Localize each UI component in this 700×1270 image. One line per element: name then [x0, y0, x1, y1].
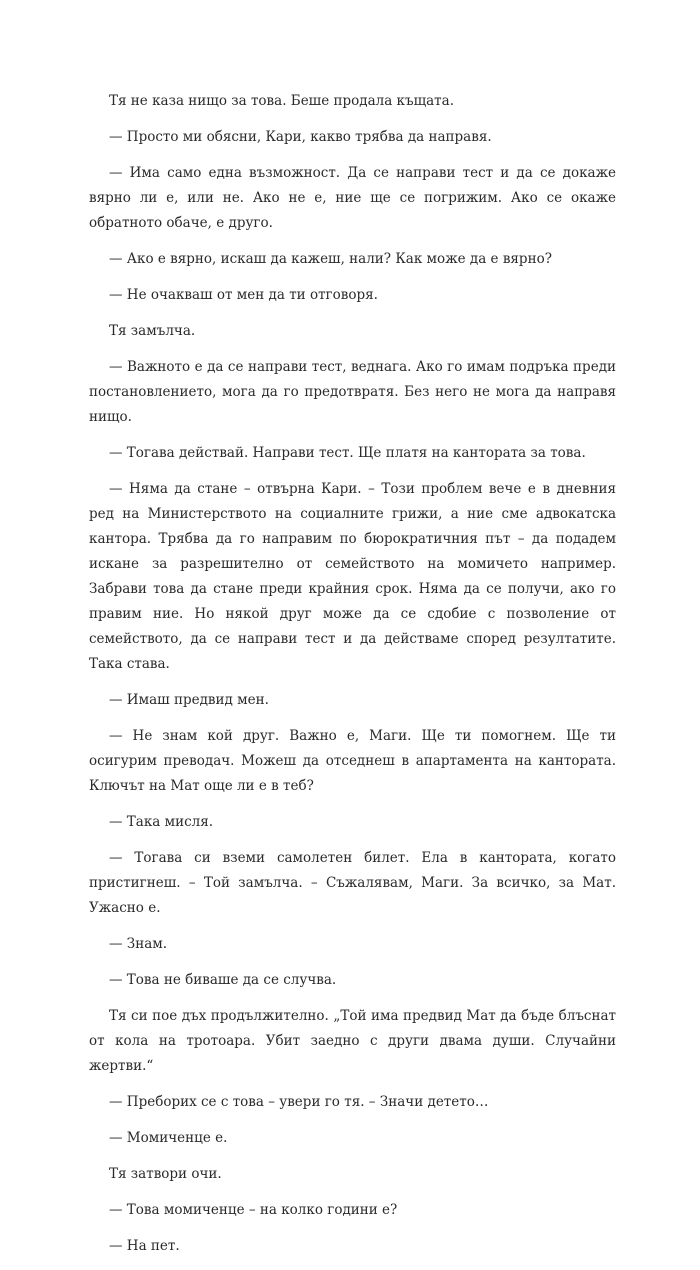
paragraph: Тя не каза нищо за това. Беше продала къщата. [109, 93, 454, 109]
text-body [89, 89, 616, 1270]
paragraph: — Просто ми обясни, Кари, какво трябва да направя. [109, 129, 492, 145]
paragraph: — Знам. [109, 936, 168, 952]
paragraph: Тя замълча. [109, 323, 196, 339]
paragraph: — Ако е вярно, искаш да кажеш, нали? Как може да е вярно? [109, 251, 552, 267]
paragraph: — Преборих се с това – увери го тя. – Значи детето… [109, 1094, 489, 1110]
paragraph: — Не очакваш от мен да ти отговоря. [109, 287, 378, 303]
paragraph: — Това не биваше да се случва. [109, 972, 337, 988]
paragraph: — Така мисля. [109, 814, 214, 830]
paragraph: — Има само една възможност. Да се направи тест и да се докаже вярно ли е, или не. Ако не е, ние ще се погрижим. Ако се окаже обратното обаче, е друго. [89, 165, 616, 231]
paragraph: — На пет. [109, 1238, 180, 1254]
paragraph: — Тогава си вземи самолетен билет. Ела в кантората, когато пристигнеш. – Той замълча. – Съжалявам, Маги. За всичко, за Мат. Ужасно е. [89, 850, 616, 916]
paragraph: — Момиченце е. [109, 1130, 228, 1146]
paragraph: — Не знам кой друг. Важно е, Маги. Ще ти помогнем. Ще ти осигурим преводач. Можеш да отседнеш в апартамента на кантората. Ключът на Мат още ли е в теб? [89, 728, 616, 794]
paragraph: — Това момиченце – на колко години е? [109, 1202, 398, 1218]
paragraph: Тя си пое дъх продължително. „Той има предвид Мат да бъде блъснат от кола на тротоара. Убит заедно с други двама души. Случайни жертви.“ [89, 1008, 616, 1074]
paragraph: — Имаш предвид мен. [109, 692, 269, 708]
paragraph: — Тогава действай. Направи тест. Ще платя на кантората за това. [109, 445, 586, 461]
paragraph: — Няма да стане – отвърна Кари. – Този проблем вече е в дневния ред на Министерството на социалните грижи, а ние сме адвокатска кантора. Трябва да го направим по бюрократичния път – да подадем искане за разрешително от семейството на момичето например. Забрави това да стане преди крайния срок. Няма да се получи, ако го правим ние. Но някой друг може да се сдобие с позволение от семейството, да се направи тест и да действаме според резултатите. Така става. [89, 481, 616, 672]
paragraph: — Важното е да се направи тест, веднага. Ако го имам подръка преди постановлението, мога да го предотвратя. Без него не мога да направя нищо. [89, 359, 616, 425]
paragraph: Тя затвори очи. [109, 1166, 222, 1182]
